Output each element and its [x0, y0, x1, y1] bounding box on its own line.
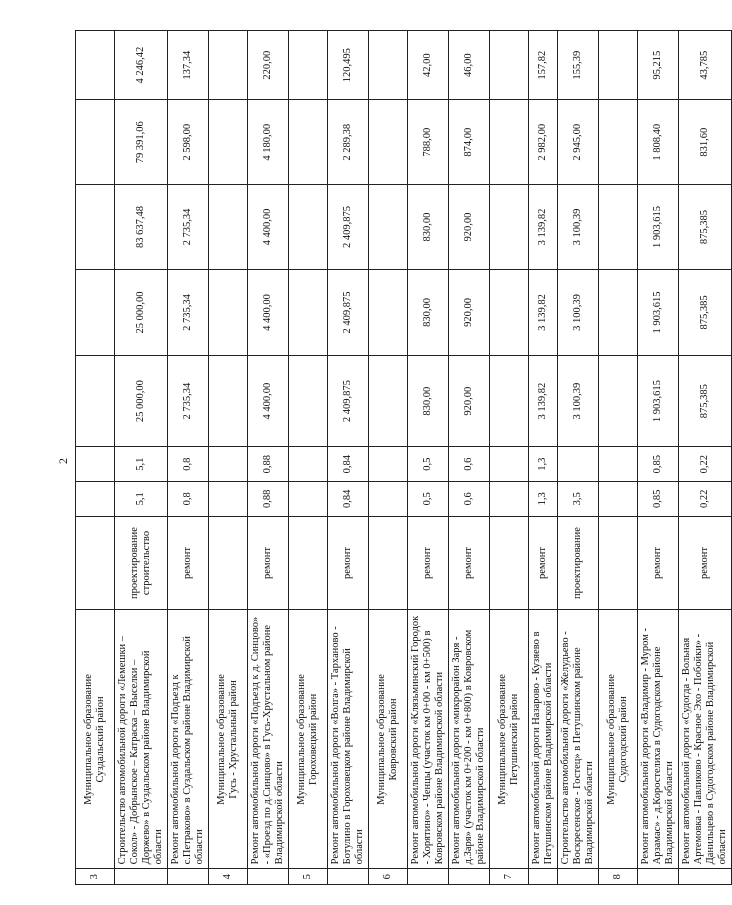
section-row [289, 31, 328, 885]
empty-cell [168, 869, 209, 885]
empty-cell [599, 185, 638, 270]
cost-value: 137,34 [168, 31, 209, 100]
empty-cell [209, 269, 248, 355]
cost-value: 1 903,615 [638, 355, 679, 447]
length-km-repaired [558, 447, 599, 482]
cost-value: 875,385 [679, 355, 732, 447]
cost-value: 1 808,40 [638, 100, 679, 185]
length-km: 0,22 [679, 482, 732, 517]
empty-cell [248, 869, 289, 885]
work-type: ремонт [248, 516, 289, 610]
empty-cell [76, 100, 115, 185]
cost-value: 2 409,875 [328, 355, 369, 447]
work-type: проектирование строительство [115, 516, 168, 610]
empty-cell [369, 185, 408, 270]
cost-value: 875,385 [679, 185, 732, 270]
municipality-name: Муниципальное образование Ковровский район [369, 610, 408, 869]
empty-cell [599, 355, 638, 447]
road-name: Ремонт автомобильной дороги «Подъезд к с.Петраково» в Суздальском районе Владимирской области [168, 610, 209, 869]
cost-value: 95,215 [638, 31, 679, 100]
cost-value: 2 735,34 [168, 185, 209, 270]
section-row [599, 31, 638, 885]
cost-value: 4 400,00 [248, 355, 289, 447]
row-number: 5 [289, 869, 328, 885]
empty-cell [369, 516, 408, 610]
length-km-repaired: 0,6 [449, 447, 490, 482]
table-row [115, 31, 168, 885]
cost-value: 2 982,00 [529, 100, 558, 185]
cost-value: 155,39 [558, 31, 599, 100]
empty-cell [490, 31, 529, 100]
cost-value: 2 735,34 [168, 269, 209, 355]
table-row [679, 31, 732, 885]
table-row [328, 31, 369, 885]
empty-cell [76, 447, 115, 482]
cost-value: 46,00 [449, 31, 490, 100]
empty-cell [209, 355, 248, 447]
length-km: 0,85 [638, 482, 679, 517]
length-km-repaired: 0,22 [679, 447, 732, 482]
cost-value: 874,00 [449, 100, 490, 185]
empty-cell [449, 869, 490, 885]
table-row [168, 31, 209, 885]
length-km: 1,3 [529, 482, 558, 517]
empty-cell [76, 269, 115, 355]
table-row [408, 31, 449, 885]
empty-cell [289, 447, 328, 482]
section-row [76, 31, 115, 885]
cost-value: 788,00 [408, 100, 449, 185]
cost-value: 220,00 [248, 31, 289, 100]
length-km: 0,5 [408, 482, 449, 517]
row-number: 3 [76, 869, 115, 885]
empty-cell [289, 355, 328, 447]
length-km: 0,84 [328, 482, 369, 517]
cost-value: 120,495 [328, 31, 369, 100]
length-km: 0,88 [248, 482, 289, 517]
road-name: Ремонт автомобильной дороги «Волга» - Тарханово - Ботулино в Гороховецком районе Владимирской области [328, 610, 369, 869]
empty-cell [209, 31, 248, 100]
row-number: 8 [599, 869, 638, 885]
table-row [558, 31, 599, 885]
empty-cell [599, 31, 638, 100]
road-name: Строительство автомобильной дороги «Желудьево - Воскресенское - Гостец» в Петушинском районе Владимирской области [558, 610, 599, 869]
length-km-repaired: 0,8 [168, 447, 209, 482]
cost-value: 830,00 [408, 355, 449, 447]
work-type: проектирование [558, 516, 599, 610]
work-type: ремонт [449, 516, 490, 610]
empty-cell [289, 100, 328, 185]
cost-value: 43,785 [679, 31, 732, 100]
empty-cell [490, 185, 529, 270]
table-row [248, 31, 289, 885]
empty-cell [490, 516, 529, 610]
cost-value: 25 000,00 [115, 355, 168, 447]
empty-cell [490, 482, 529, 517]
cost-value: 831,60 [679, 100, 732, 185]
road-name: Строительство автомобильной дороги «Лемешки – Сокол» - Добрынское – Катраска – Выселки – Доржево» в Суздальском районе Владимирской области [115, 610, 168, 869]
work-type: ремонт [408, 516, 449, 610]
empty-cell [289, 516, 328, 610]
table-row [529, 31, 558, 885]
cost-value: 3 100,39 [558, 355, 599, 447]
road-name: Ремонт автомобильной дороги «Подъезд к д. Синцово» - «Проезд по д.Синцово» в Гусь-Хрустальном районе Владимирской области [248, 610, 289, 869]
table-body [76, 31, 732, 885]
road-name: Ремонт автомобильной дороги «микрорайон Заря - д.Заря» (участок км 0+200 - км 0+800) в Ковровском районе Владимирской области [449, 610, 490, 869]
cost-value: 920,00 [449, 185, 490, 270]
empty-cell [490, 447, 529, 482]
empty-cell [599, 269, 638, 355]
length-km: 3,5 [558, 482, 599, 517]
cost-value: 1 903,615 [638, 269, 679, 355]
empty-cell [369, 447, 408, 482]
road-name: Ремонт автомобильной дороги Назарово - Кузяево в Петушинском районе Владимирской области [529, 610, 558, 869]
length-km-repaired: 0,85 [638, 447, 679, 482]
cost-value: 875,385 [679, 269, 732, 355]
empty-cell [558, 869, 599, 885]
cost-value: 2 945,00 [558, 100, 599, 185]
section-row [209, 31, 248, 885]
length-km-repaired: 0,88 [248, 447, 289, 482]
empty-cell [408, 869, 449, 885]
road-name: Ремонт автомобильной дороги «Владимир - Муром - Арзамас» - д.Коростелиха в Судогодском районе Владимирской области [638, 610, 679, 869]
cost-value: 920,00 [449, 269, 490, 355]
empty-cell [76, 355, 115, 447]
length-km-repaired: 1,3 [529, 447, 558, 482]
work-type: ремонт [328, 516, 369, 610]
cost-value: 4 400,00 [248, 269, 289, 355]
empty-cell [209, 185, 248, 270]
length-km-repaired: 5,1 [115, 447, 168, 482]
cost-value: 3 100,39 [558, 185, 599, 270]
cost-value: 2 598,00 [168, 100, 209, 185]
empty-cell [369, 355, 408, 447]
cost-value: 42,00 [408, 31, 449, 100]
empty-cell [490, 269, 529, 355]
empty-cell [599, 516, 638, 610]
work-type: ремонт [679, 516, 732, 610]
cost-value: 3 139,82 [529, 355, 558, 447]
table-row [449, 31, 490, 885]
table-row [638, 31, 679, 885]
length-km-repaired: 0,84 [328, 447, 369, 482]
municipality-name: Муниципальное образование Гороховецкий район [289, 610, 328, 869]
road-name: Ремонт автомобильной дороги «Клязьминский Городок - Хорятино» - Ченцы (участок км 0+00 - км 0+500) в Ковровском районе Владимирской области [408, 610, 449, 869]
length-km: 0,6 [449, 482, 490, 517]
municipality-name: Муниципальное образование Судогодский район [599, 610, 638, 869]
empty-cell [369, 100, 408, 185]
road-works-table [75, 30, 732, 885]
cost-value: 830,00 [408, 269, 449, 355]
road-name: Ремонт автомобильной дороги «Судогда - Вольная Артемовка - Павликово - Красное Эхо - Побойки» - Данильцево в Судогодском районе Владимирской области [679, 610, 732, 869]
empty-cell [289, 269, 328, 355]
empty-cell [599, 447, 638, 482]
page-number: 2 [56, 458, 70, 464]
cost-value: 3 139,82 [529, 269, 558, 355]
rotated-page [75, 30, 728, 885]
section-row [369, 31, 408, 885]
empty-cell [679, 869, 732, 885]
municipality-name: Муниципальное образование Суздальский район [76, 610, 115, 869]
empty-cell [289, 482, 328, 517]
section-row [490, 31, 529, 885]
cost-value: 157,82 [529, 31, 558, 100]
empty-cell [529, 869, 558, 885]
work-type: ремонт [168, 516, 209, 610]
empty-cell [209, 516, 248, 610]
cost-value: 2 289,38 [328, 100, 369, 185]
empty-cell [76, 516, 115, 610]
cost-value: 1 903,615 [638, 185, 679, 270]
empty-cell [209, 100, 248, 185]
cost-value: 4 180,00 [248, 100, 289, 185]
empty-cell [115, 869, 168, 885]
empty-cell [76, 482, 115, 517]
empty-cell [490, 100, 529, 185]
empty-cell [328, 869, 369, 885]
municipality-name: Муниципальное образование Петушинский район [490, 610, 529, 869]
municipality-name: Муниципальное образование Гусь - Хрустальный район [209, 610, 248, 869]
work-type: ремонт [638, 516, 679, 610]
empty-cell [76, 185, 115, 270]
empty-cell [209, 447, 248, 482]
empty-cell [638, 869, 679, 885]
empty-cell [76, 31, 115, 100]
cost-value: 79 391,06 [115, 100, 168, 185]
cost-value: 83 637,48 [115, 185, 168, 270]
empty-cell [490, 355, 529, 447]
cost-value: 25 000,00 [115, 269, 168, 355]
cost-value: 4 246,42 [115, 31, 168, 100]
length-km-repaired: 0,5 [408, 447, 449, 482]
cost-value: 830,00 [408, 185, 449, 270]
row-number: 4 [209, 869, 248, 885]
row-number: 7 [490, 869, 529, 885]
empty-cell [599, 482, 638, 517]
empty-cell [289, 31, 328, 100]
cost-value: 2 409,875 [328, 269, 369, 355]
empty-cell [599, 100, 638, 185]
row-number: 6 [369, 869, 408, 885]
cost-value: 2 735,34 [168, 355, 209, 447]
length-km: 5,1 [115, 482, 168, 517]
empty-cell [369, 31, 408, 100]
empty-cell [289, 185, 328, 270]
work-type: ремонт [529, 516, 558, 610]
cost-value: 3 100,39 [558, 269, 599, 355]
length-km: 0,8 [168, 482, 209, 517]
cost-value: 3 139,82 [529, 185, 558, 270]
empty-cell [209, 482, 248, 517]
cost-value: 920,00 [449, 355, 490, 447]
cost-value: 2 409,875 [328, 185, 369, 270]
empty-cell [369, 482, 408, 517]
empty-cell [369, 269, 408, 355]
cost-value: 4 400,00 [248, 185, 289, 270]
